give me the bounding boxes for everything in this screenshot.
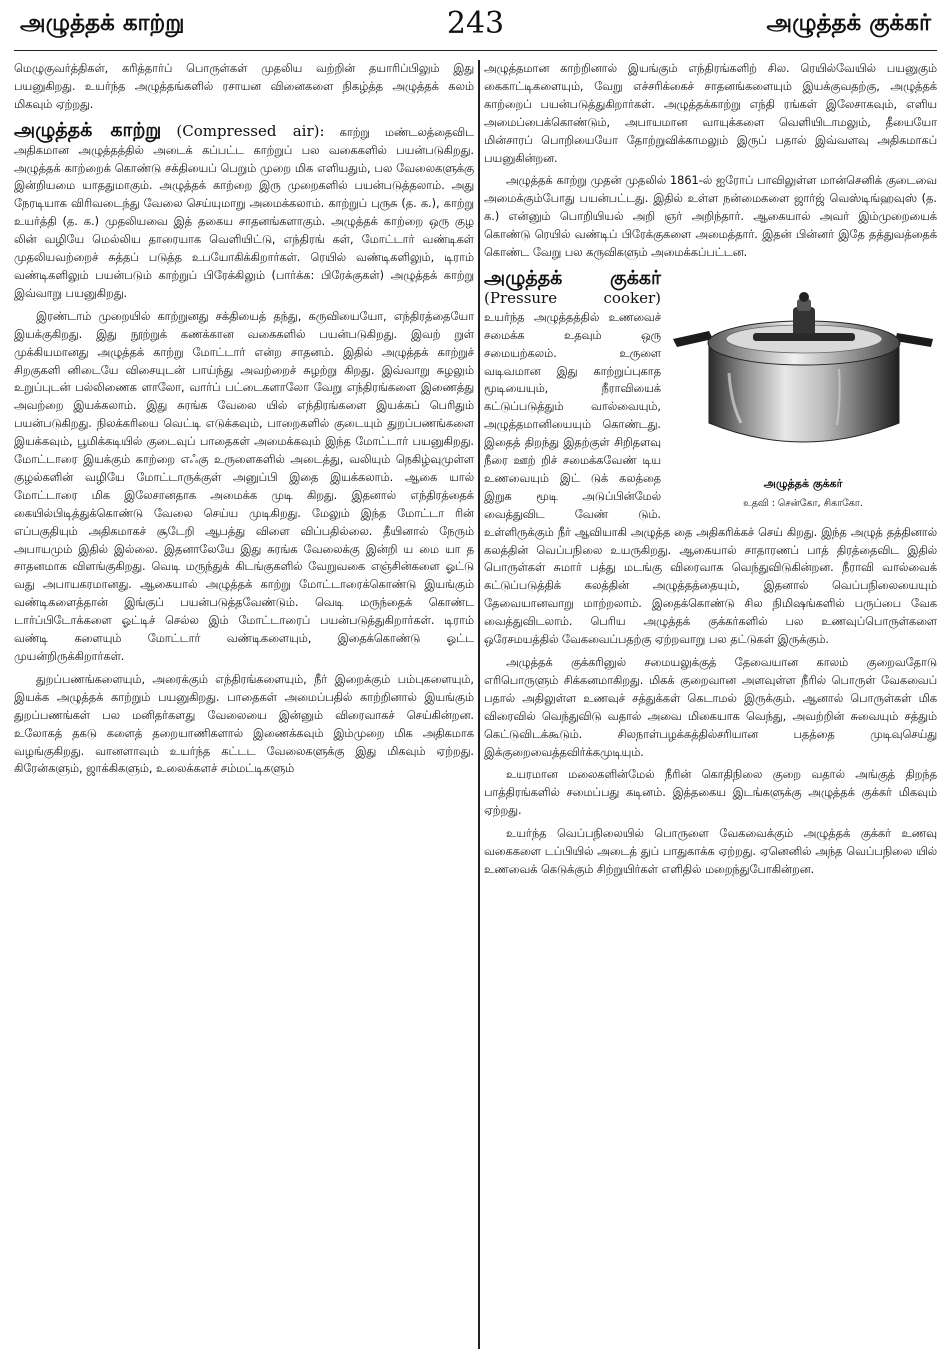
paragraph: மெழுகுவர்த்திகள், கரித்தார்ப் பொருள்கள் முதலிய வற்றின் தயாரிப்பிலும் இது பயனுகிறது. உயர்ந்த அழுத்தங்களில் ரசாயன வினைகளை நிகழ்த்த அழுத்தக் கலம் மிகவும் ஏற்றது. (14, 62, 474, 111)
paragraph: உயரமான மலைகளின்மேல் நீரின் கொதிநிலை குறை வதால் அங்குத் திறந்த பாத்திரங்களில் சமைப்பது கடினம். இத்தகைய இடங்களுக்கு அழுத்தக் குக்கர் மிகவும் ஏற்றது. (484, 768, 937, 818)
entry-body: காற்று மண்டலத்தைவிட அதிகமான அழுத்தத்தில் அடைக் கப்பட்ட காற்றுப் பல வகைகளில் பயன்படுகிறது. அழுத்தக் காற்றைக் கொண்டு சக்தியைப் பெறும் முறை மிக எளியதும், பல வேலைகளுக்கு இன்றியமை யாததுமாகும். அழுத்தக் காற்றை இரு முறைகளில் பயன்படுத்தலாம். அது நேரடியாக விரிவடைந்து வேலை செய்யுமாறு அமைக்கலாம். காற்றுப் புருசு (த. க.), காற்று உயர்த்தி (த. க.) முதலியவை இத் தகைய சாதனங்களாகும். அழுத்தக் காற்றை ஒரு குழ லின் வழியே மெல்லிய தாரையாக வெளியிட்டு, எந்திரங் கள், மோட்டார் வண்டிகள் முதலியவற்றைச் சுத்தப் படுத்த உபயோகிக்கிறார்கள். ரெயில் வண்டிகளிலும், டிராம் வண்டிகளிலும் பயன்படும் காற்றுப் பிரேக்கிலும் (பார்க்க: பிரேக்குகள்) அழுத்தக் காற்று இவ்வாறு பயனுகிறது. (14, 125, 474, 300)
paragraph: அழுத்தக் காற்று முதன் முதலில் 1861-ல் ஐரோப் பாவிலுள்ள மான்செனிக் குடைவை அமைக்கும்போது பயன்பட்டது. இதில் உள்ள நன்மைகளை ஜார்ஜ் வெஸ்டிங்ஹவுஸ் (த. க.) என்னும் பொறியியல் அறி ஞர் அறிந்தார். ஆகையால் அவர் இம்முறையைக் கொண்டு ரெயில் வண்டிப் பிரேக்குகளை அமைத்தார். இதன் பின்னர் இதே தத்துவத்தைக் கொண்ட வேறு பல கருவிகளும் அமைக்கப்பட்டன. (484, 174, 937, 260)
entry-english-term: (Pressure cooker) (484, 288, 661, 307)
paragraph: அழுத்தமான காற்றினால் இயங்கும் எந்திரங்களிற் சில. ரெயில்வேயில் பயனுகும் கைகாட்டிகளையும், வேறு எச்சரிக்கைச் சாதனங்களையும் இயக்குவதற்கு, அழுத்தக் காற்றைப் பயன்படுத்துகிறார்கள். அழுத்தக்காற்று எந்தி ரங்கள் இலேசாகவும், எளிய அமைப்பைக்கொண்டும், அபாயமான வாயுக்களை வெளியிடாமலும், தீயையோ மின்சாரப் பொறியையோ தோற்றுவிக்காமலும் இருப் பதால் இவ்வளவு அதிகமாகப் பயனுகின்றன. (484, 62, 937, 165)
running-head-right: அழுத்தக் குக்கர் (766, 10, 931, 36)
page-header (14, 6, 937, 51)
paragraph: துறப்பணங்களையும், அரைக்கும் எந்திரங்களையும், நீர் இறைக்கும் பம்புகளையும், இயக்க அழுத்தக் காற்றும் பயனுகிறது. பாதைகள் அமைப்பதில் காற்றினால் இயங்கும் துறப்பணங்கள் பல மனிதர்களது வேலையை இன்னும் விரைவாகச் செய்கின்றன. உலோகத் தகடு களைத் தறையாணிகளால் இணைக்கவும் இம்முறை மிக அதிகமாக வழங்குகிறது. வானளாவும் உயர்ந்த கட்டட வேலைகளுக்கு இது மிகவும் ஏற்றது. கிரேன்களும், ஜாக்கிகளும், உலைக்களச் சம்மட்டிகளும் (14, 672, 474, 776)
figure-pressure-cooker (669, 273, 937, 510)
entry-headword: அழுத்தக் காற்று (14, 118, 162, 141)
left-column (14, 60, 474, 1349)
pressure-cooker-illustration (669, 273, 937, 469)
entry-english-term: (Compressed air): (176, 121, 325, 140)
column-divider (478, 60, 480, 1349)
text-columns (14, 60, 937, 1349)
figure-credit: உதவி : சென்கோ, சிகாகோ. (743, 497, 863, 509)
entry-compressed-air (14, 119, 474, 303)
paragraph: உயர்ந்த வெப்பநிலையில் பொருளை வேகவைக்கும் அழுத்தக் குக்கர் உணவு வகைகளை டப்பியில் அடைத் துப் பாதுகாக்க ஏற்றது. ஏனெனில் அந்த வெப்பநிலை யில் உணவைக் கெடுக்கும் சிற்றுயிர்கள் எளிதில் மறைந்துபோகின்றன. (484, 827, 937, 876)
figure-caption: அழுத்தக் குக்கர் (763, 476, 843, 490)
running-head-left: அழுத்தக் காற்று (20, 10, 185, 36)
page-number: 243 (446, 6, 505, 41)
right-column (484, 60, 937, 1349)
entry-body: உயர்ந்த அழுத்தத்தில் உணவைச் சமைக்க உதவும் ஒரு சமையற்கலம். உருளை வடிவமான இது காற்றுப்புகாத மூடியையும், நீராவியைக் கட்டுப்படுத்தும் வால்வையும், அழுத்தமானியையும் கொண்டது. இதைத் திறந்து இதற்குள் சிறிதளவு நீரை ஊற் றிச் சமைக்கவேண் டிய உணவையும் இட் டுக் கலத்தை இறுக மூடி அடுப்பின்மேல் வைத்துவிட வேண் டும். உள்ளிருக்கும் நீர் ஆவியாகி அழுத்த தை அதிகரிக்கச் செய் கிறது. இந்த அழுத் தத்தினால் கலத்தின் வெப்பநிலை உயருகிறது. ஆகையால் சாதாரணப் பாத் திரத்தைவிட இதில் பொருள்கள் சுமார் பத்து மடங்கு விரைவாக வெந்துவிடுகின்றன. நீராவி வால்வைக் கட்டுப்படுத்திக் கலத்தின் அழுத்தத்தையும், இதனால் வெப்பநிலையையும் தேவையானவாறு மாற்றலாம். இதைக்கொண்டு சில நிமிஷங்களில் பருப்பை வேக வைத்துவிடலாம். பெரிய அழுத்தக் குக்கர்களில் பல உணவுப்பொருள்களை ஒரேசமயத்தில் வேகவைப்பதற்கு ஏற்றவாறு பல தட்டுகள் இருக்கும். (484, 310, 937, 647)
paragraph: இரண்டாம் முறையில் காற்றுனது சக்தியைத் தந்து, கருவியையோ, எந்திரத்தையோ இயக்குகிறது. இது நூற்றுக் கணக்கான வகைகளில் பயன்படுகிறது. இவற் றுள் முக்கியமானது அழுத்தக் காற்று மோட்டார் என்ற சாதனம். இதில் அழுத்தக் காற்றுச் சிறகுகளி னிடையே விசையுடன் பாய்ந்து அவற்றைச் சுழற்று கிறது. இவ்வாறு சுழலும் உறுப்புடன் பல்லிணைக ளாலோ, வார்ப் பட்டைகளாலோ வேறு எந்திரங்களை இணைத்து அவற்றை இயக்கலாம். இது சுரங்க வேலை யில் எந்திரங்களை இயக்கப் பெரிதும் பயன்படுகிறது. நிலக்கரியை வெட்டி எடுக்கவும், பாறைகளில் குடையும் துறப்பணங்களை இயக்கவும், பூமிக்கடியில் குடைவுப் பாதைகள் அமைக்கவும் இந்த மோட்டார் பயனுகிறது. மோட்டாரை இயக்கும் காற்றை எஃகு உருளைகளில் அடைத்து, வலியும் நெகிழ்வுமுள்ள குழல்களின் வழியே மோட்டாருக்குள் அனுப்பி இதை இயக்கலாம். ஆகை யால் மோட்டாரை மிக இலேசானதாக அமைக்க முடி கிறது. இதனால் எந்திரத்தைக் கையில்பிடித்துக்கொண்டு வேலை செய்ய முடிகிறது. மேலும் இந்த மோட்டா ரின் எப்பகுதியும் அதிகமாகச் சூடேறி ஆபத்து விளை விப்பதில்லை. தீயினால் நேரும் அபாயமும் இதில் இல்லை. இதனாலேயே இது சுரங்க வேலைக்கு இன்றி ய மை யா த சாதனமாக விளங்குகிறது. வெடி மருந்துக் கிடங்குகளில் வேறுவகை எஞ்சின்களை ஓட்டு வது அபாயகரமானது. ஆகையால் அழுத்தக் காற்று மோட்டாரைக்கொண்டு இயங்கும் வண்டிகளைத்தான் இங்குப் பயன்படுத்தவேண்டும். வெடி மருந்தைக் கொண்ட டார்ப்பிடோக்களை ஓட்டிச் செல்ல இம் மோட்டாரைப் பயன்படுத்துகிறார்கள். டிராம் வண்டி களையும் மோட்டார் வண்டிகளையும், இதைக்கொண்டு ஓட்ட முயன்றிருக்கிறார்கள். (14, 309, 474, 663)
entry-headword: அழுத்தக் குக்கர் (484, 266, 661, 289)
paragraph: அழுத்தக் குக்கரினுல் சமையலுக்குத் தேவையான காலம் குறைவதோடு எரிபொருளும் சிக்கனமாகிறது. மிகக் குறைவான அளவுள்ள நீரில் பொருள் வேகவைப் பதால் அதிலுள்ள உணவுச் சத்துக்கள் கெடாமல் இருக்கும். ஆனால் பொருள்கள் மிக விரைவில் வெந்துவிடு வதால் அவை மிகையாக வெந்து, அவற்றின் சுவையும் சத்தும் கெட்டுவிடக்கூடும். சிலநாள்பழக்கத்தில்சரியான பதத்தை முடிவுசெய்து இக்குறைவைத்தவிர்க்கமுடியும். (484, 656, 937, 759)
